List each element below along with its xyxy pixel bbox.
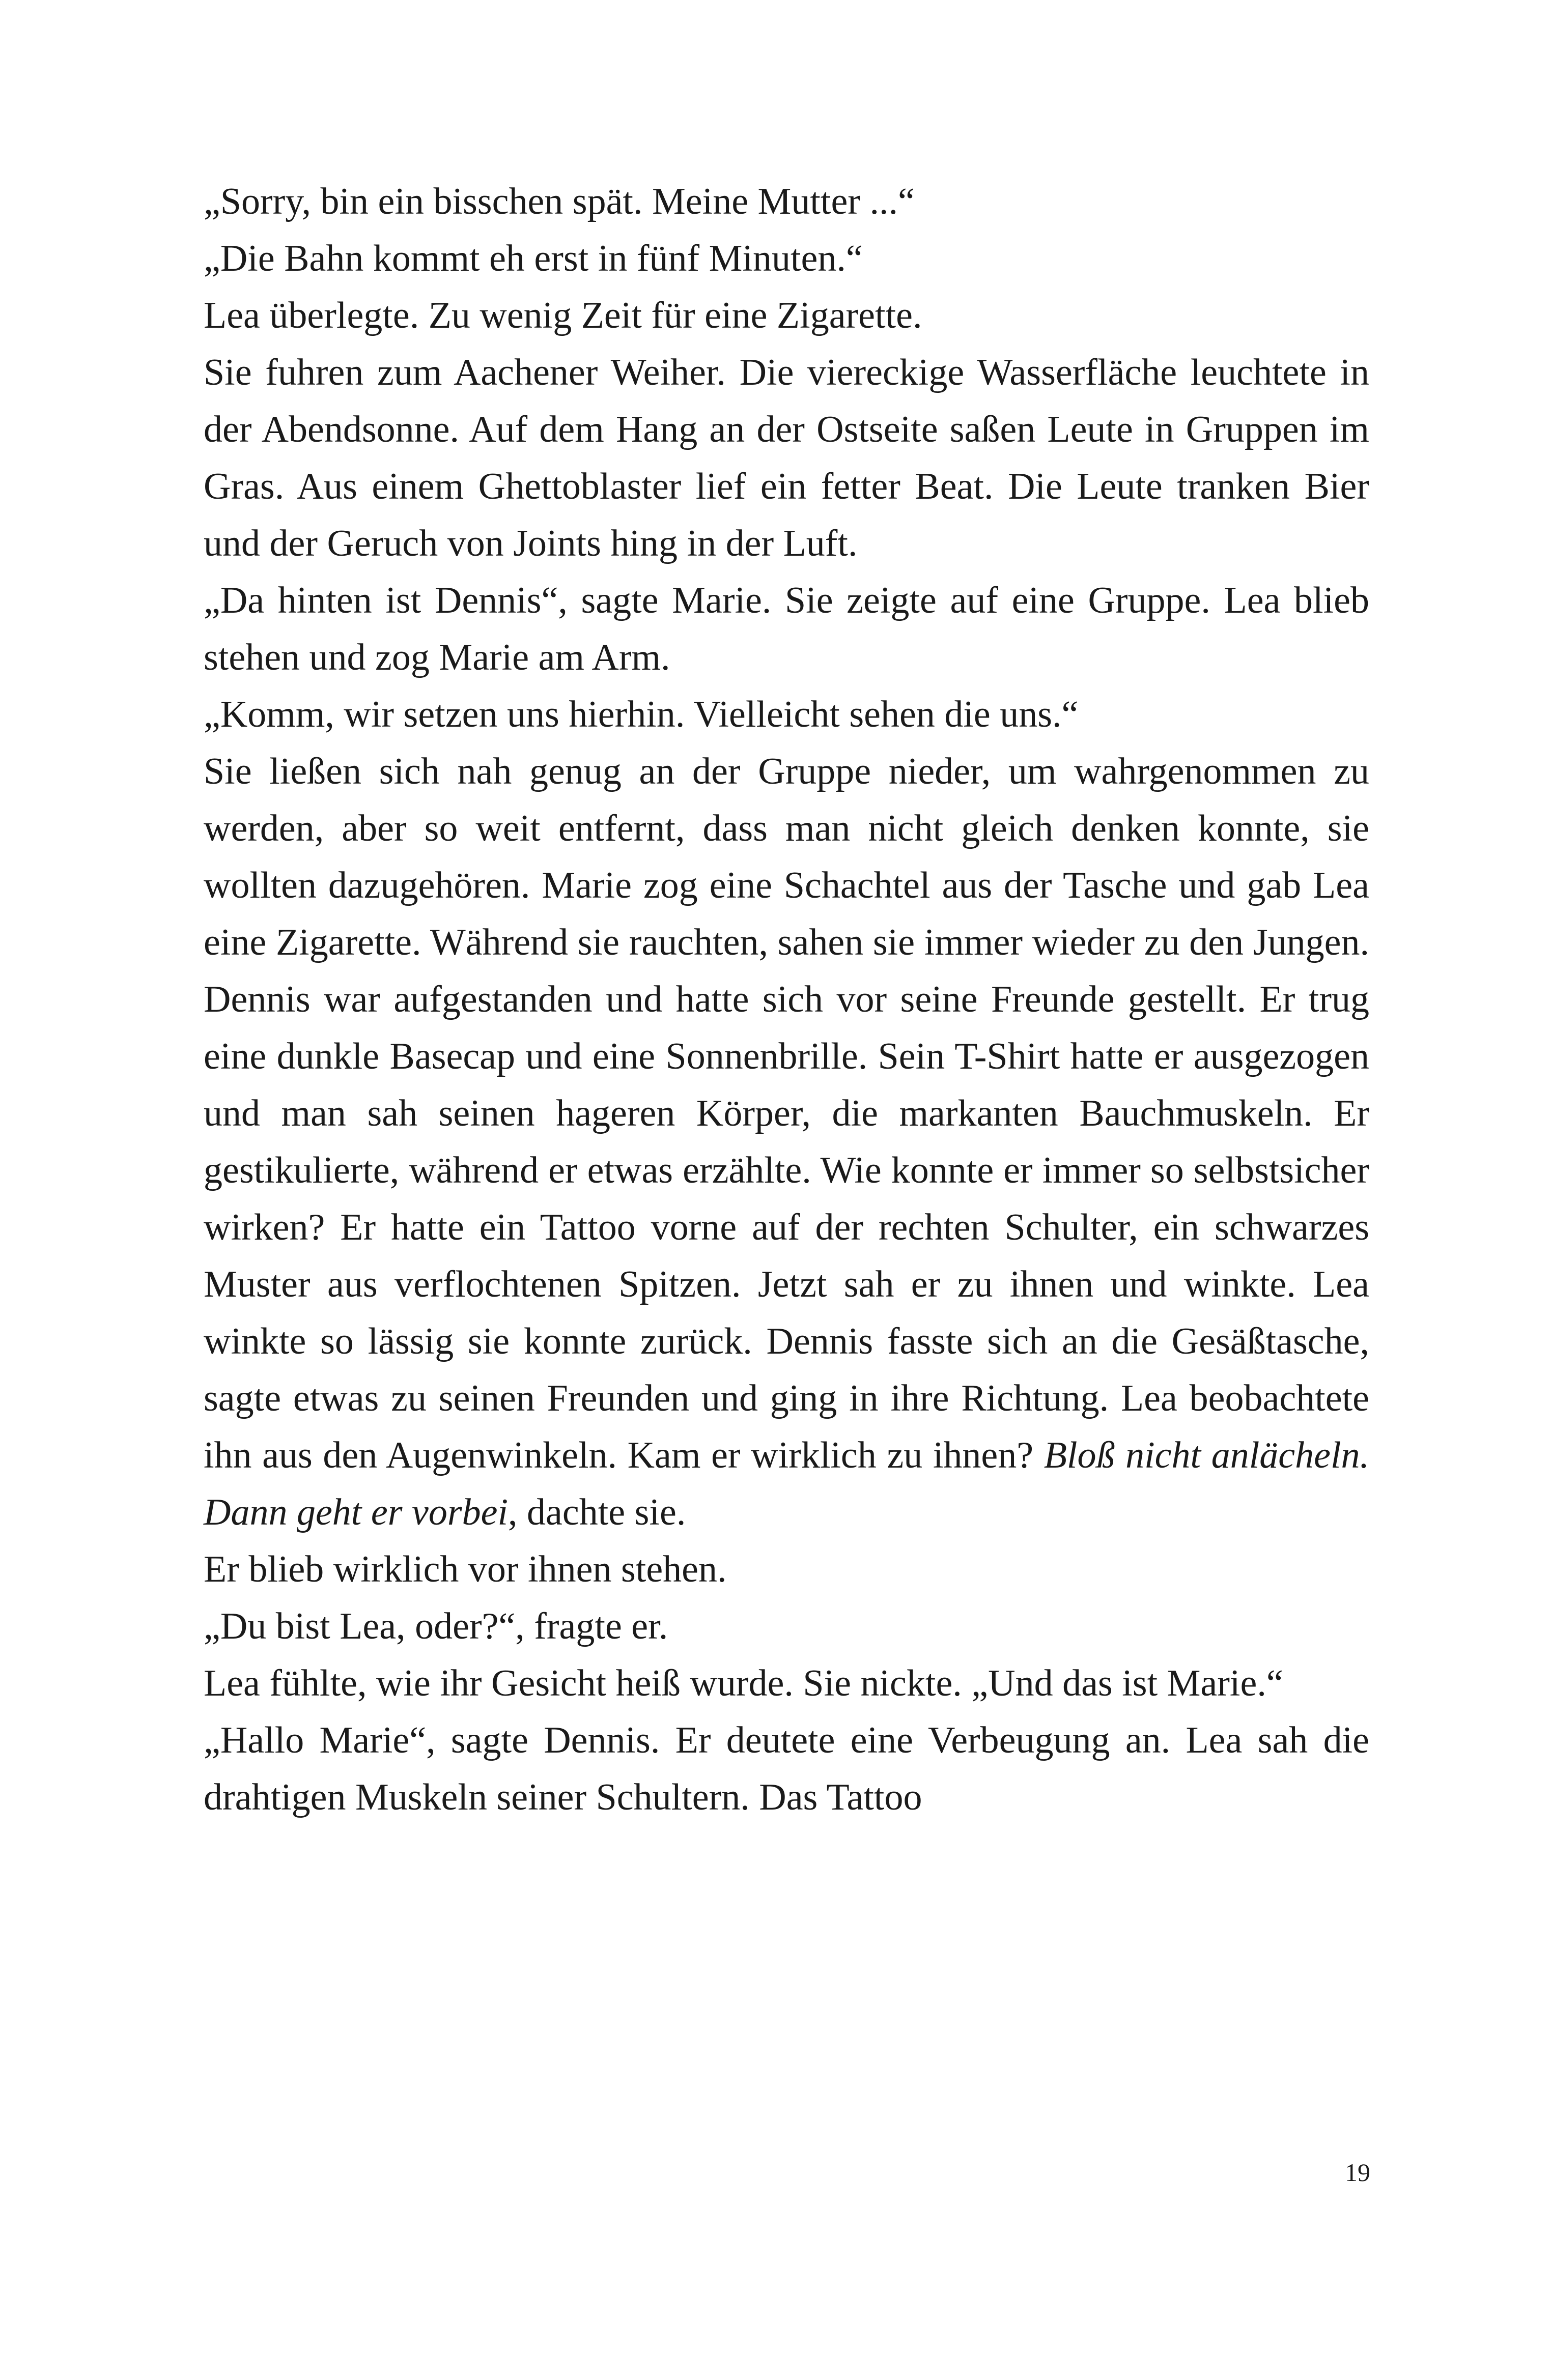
paragraph-7-text: Sie ließen sich nah genug an der Gruppe nieder, um wahrgenommen zu werden, aber so weit entfernt, dass man nicht gleich denken konnte, sie wollten dazugehören. Marie zog eine Schachtel aus der Tasche und gab Lea eine Zigarette. Während sie rauchten, sahen sie immer wieder zu den Jungen. Dennis war aufgestanden und hatte sich vor seine Freunde gestellt. Er trug eine dunkle Basecap und eine Sonnenbrille. Sein T-Shirt hatte er ausgezogen und man sah seinen hageren Körper, die markanten Bauchmuskeln. Er gestikulierte, während er etwas erzählte. Wie konnte er immer so selbstsicher wirken? Er hatte ein Tattoo vorne auf der rechten Schulter, ein schwarzes Muster aus verflochtenen Spitzen. Jetzt sah er zu ihnen und winkte. Lea winkte so lässig sie konnte zurück. Dennis fasste sich an die Gesäßtasche, sagte etwas zu seinen Freunden und ging in ihre Richtung. Lea beobachtete ihn aus den Augenwinkeln. Kam er wirklich zu ihnen? <box>204 751 1369 1476</box>
paragraph-11: „Hallo Marie“, sagte Dennis. Er deutete eine Verbeugung an. Lea sah die drahtigen Muskeln seiner Schultern. Das Tattoo <box>204 1719 1369 1818</box>
paragraph-4: Sie fuhren zum Aachener Weiher. Die viereckige Wasserfläche leuchtete in der Abendsonne. Auf dem Hang an der Ostseite saßen Leute in Gruppen im Gras. Aus einem Ghettoblaster lief ein fetter Beat. Die Leute tranken Bier und der Geruch von Joints hing in der Luft. <box>204 352 1369 564</box>
paragraph-7-italic-thought: Bloß nicht anlächeln. Dann geht er vorbei <box>204 1435 1369 1533</box>
paragraph-5: „Da hinten ist Dennis“, sagte Marie. Sie zeigte auf eine Gruppe. Lea blieb stehen und zog Marie am Arm. <box>204 580 1369 678</box>
paragraph-9: „Du bist Lea, oder?“, fragte er. <box>204 1605 668 1647</box>
paragraph-7-text-end: , dachte sie. <box>508 1492 686 1533</box>
paragraph-6: „Komm, wir setzen uns hierhin. Vielleicht sehen die uns.“ <box>204 694 1079 735</box>
page-number: 19 <box>1345 2158 1370 2187</box>
body-text <box>204 173 1369 1826</box>
paragraph-7 <box>204 743 1369 1541</box>
paragraph-2: „Die Bahn kommt eh erst in fünf Minuten.“ <box>204 238 863 279</box>
paragraph-3: Lea überlegte. Zu wenig Zeit für eine Zigarette. <box>204 295 922 336</box>
paragraph-10: Lea fühlte, wie ihr Gesicht heiß wurde. Sie nickte. „Und das ist Marie.“ <box>204 1662 1283 1704</box>
paragraph-1: „Sorry, bin ein bisschen spät. Meine Mutter ...“ <box>204 181 915 222</box>
paragraph-8: Er blieb wirklich vor ihnen stehen. <box>204 1549 727 1590</box>
